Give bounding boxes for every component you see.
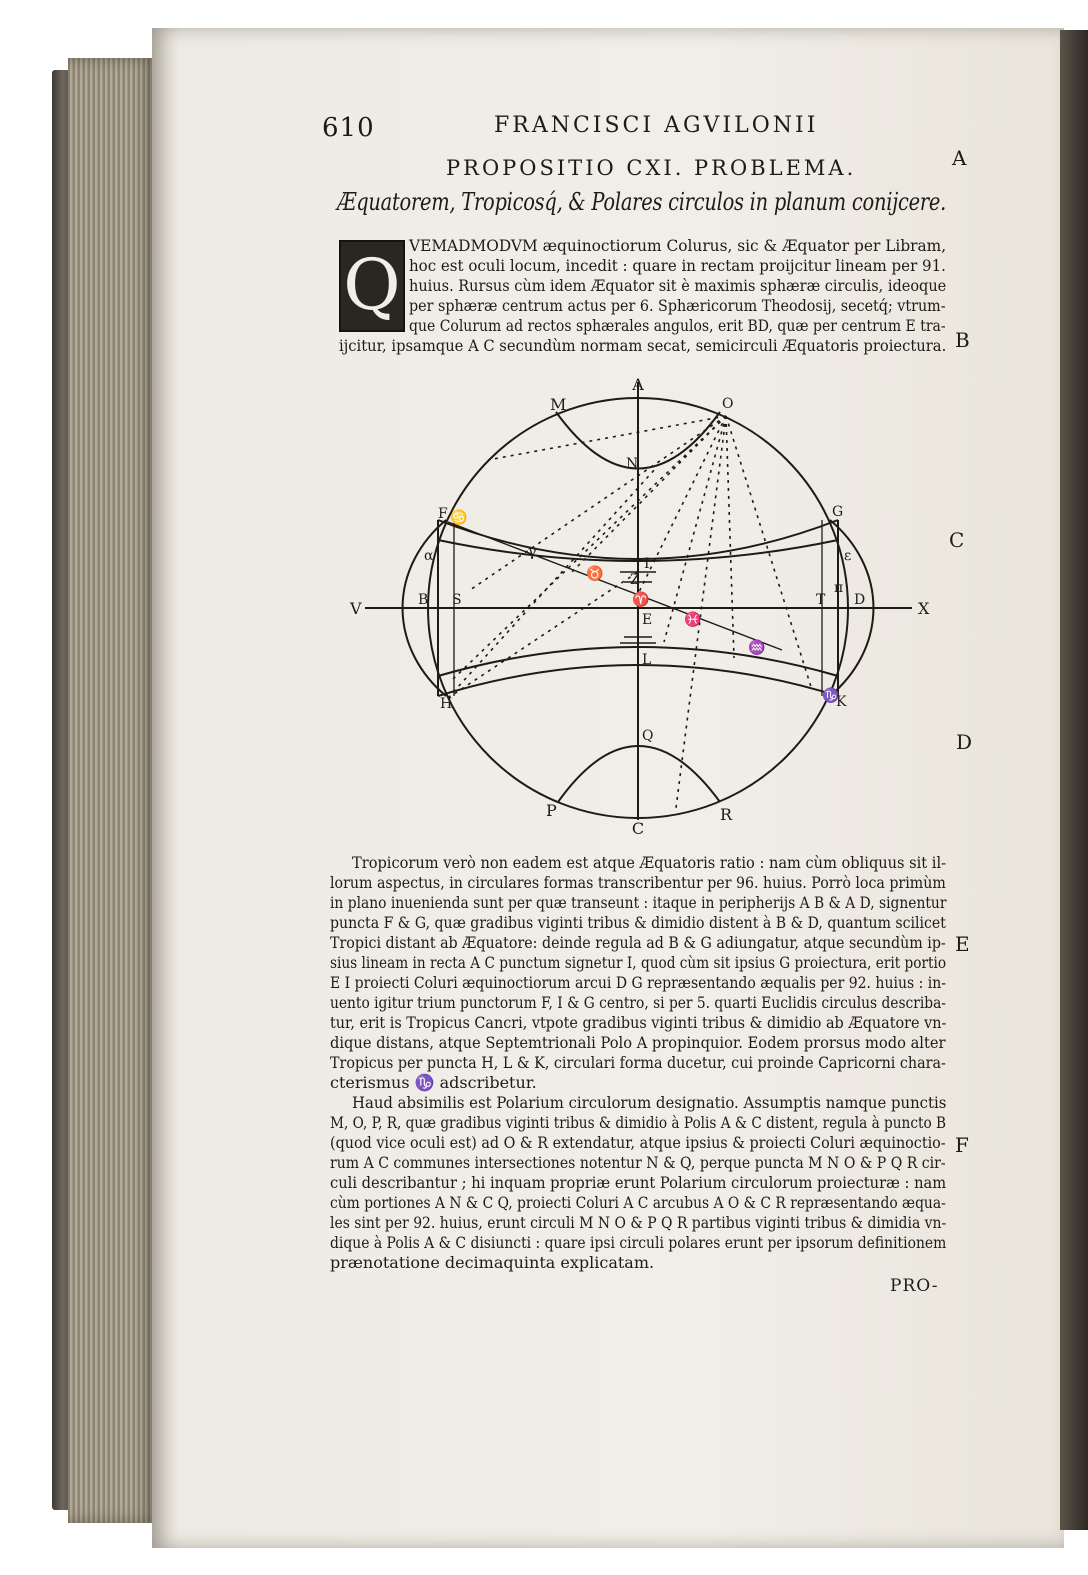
paragraph-3-line: les sint per 92. huius, erunt circuli M N O & P Q R partibus viginti tribus & dimidia vn- bbox=[330, 1213, 947, 1232]
label-cancer: ♋ bbox=[450, 510, 468, 526]
paragraph-1-line: hoc est oculi locum, incedit : quare in rectam proijcitur lineam per 91. bbox=[409, 256, 946, 275]
paragraph-2-line: tur, erit is Tropicus Cancri, vtpote gradibus viginti tribus & dimidio ab Æquatore vn- bbox=[330, 1013, 947, 1032]
label-b: B bbox=[418, 592, 429, 608]
label-aries: ♈ bbox=[632, 592, 650, 608]
paragraph-2-line: E I proiecti Coluri æquinoctiorum arcui D G repræsentando æqualis per 92. huius : in- bbox=[330, 973, 946, 992]
paragraph-1-line: VEMADMODVM æquinoctiorum Colurus, sic & Æquator per Libram, bbox=[409, 236, 947, 255]
label-c: C bbox=[631, 819, 645, 838]
paragraph-2-line: Tropicorum verò non eadem est atque Æquatoris ratio : nam cùm obliquus sit il- bbox=[352, 853, 947, 872]
label-capricorn: ♑ bbox=[822, 688, 840, 704]
label-taurus: ♉ bbox=[586, 566, 604, 582]
paragraph-1-line: per sphæræ centrum actus per 6. Sphæricorum Theodosij, secetq́; vtrum- bbox=[409, 296, 946, 315]
paragraph-3-line: cùm portiones A N & C Q, proiecti Coluri A C arcubus A O & C R repræsentando æqua- bbox=[330, 1193, 946, 1212]
label-t: T bbox=[816, 592, 826, 608]
label-alpha: α bbox=[424, 548, 434, 564]
paragraph-3-line: dique à Polis A & C disiuncti : quare ipsi circuli polares erunt per ipsorum definitionem bbox=[330, 1233, 947, 1252]
margin-letter-c: C bbox=[949, 528, 965, 552]
paragraph-2-line: in plano inuenienda sunt per quæ transeunt : itaque in peripherijs A B & A D, signentur bbox=[330, 893, 947, 912]
paragraph-1-line: huius. Rursus cùm idem Æquator sit è maximis sphæræ circulis, ideoque bbox=[409, 276, 947, 295]
paragraph-3-line: culi describantur ; hi inquam propriæ erunt Polarium circulorum proiecturæ : nam bbox=[330, 1173, 947, 1192]
facing-page-edge bbox=[1060, 30, 1088, 1530]
paragraph-2-line: Tropici distant ab Æquatore: deinde regula ad B & G adiungatur, atque secundùm ip- bbox=[330, 933, 946, 952]
paragraph-2-line: Tropicus per puncta H, L & K, circulari forma ducetur, cui proinde Capricorni chara- bbox=[330, 1053, 946, 1072]
label-z: Z bbox=[630, 572, 640, 588]
paragraph-3-line: Haud absimilis est Polarium circulorum designatio. Assumptis namque punctis bbox=[352, 1093, 947, 1112]
margin-letter-a: A bbox=[952, 146, 967, 170]
label-s: S bbox=[452, 592, 462, 608]
dotted-ray-3 bbox=[572, 416, 726, 572]
margin-letter-e: E bbox=[955, 932, 970, 956]
label-p: P bbox=[546, 801, 557, 820]
paragraph-1-line: ijcitur, ipsamque A C secundùm normam secat, semicirculi Æquatoris proiectura. bbox=[339, 336, 947, 355]
paragraph-2-line: cterismus ♑ adscribetur. bbox=[330, 1073, 537, 1092]
margin-letter-b: B bbox=[955, 328, 970, 352]
proposition-subtitle: Æquatorem, Tropicosq́, & Polares circulos in planum conijcere. bbox=[337, 188, 947, 216]
paragraph-3-line: rum A C communes intersectiones notentur N & Q, perque puncta M N O & P Q R cir- bbox=[330, 1153, 946, 1172]
paragraph-2-line: uento igitur trium punctorum F, I & G centro, si per 5. quarti Euclidis circulus describa- bbox=[330, 993, 946, 1012]
paragraph-2-line: dique distans, atque Septemtrionali Polo A propinquior. Eodem prorsus modo alter bbox=[330, 1033, 946, 1052]
decorated-initial-letter: Q bbox=[343, 244, 401, 326]
label-gamma: γ bbox=[528, 544, 537, 560]
label-h: H bbox=[440, 696, 453, 712]
page-number: 610 bbox=[322, 113, 375, 143]
page-edge-stack bbox=[68, 58, 158, 1523]
label-a: A bbox=[632, 375, 644, 394]
label-f: F bbox=[438, 506, 448, 522]
dotted-ray-7 bbox=[726, 416, 734, 658]
paragraph-3-line: M, O, P, R, quæ gradibus viginti tribus & dimidio à Polis A & C distent, regula à puncto B bbox=[330, 1113, 946, 1132]
dotted-ray-9 bbox=[488, 416, 726, 460]
paragraph-2-line: sius lineam in recta A C punctum signetur I, quod cùm sit ipsius G proiectura, erit portio bbox=[330, 953, 947, 972]
dotted-ray-10 bbox=[448, 572, 638, 698]
paragraph-3-line: (quod vice oculi est) ad O & R extendatur, atque ipsius & proiecti Coluri æquinoctio- bbox=[330, 1133, 946, 1152]
label-i: I bbox=[644, 556, 650, 572]
stereographic-projection-diagram bbox=[320, 360, 960, 840]
label-d: D bbox=[854, 592, 866, 608]
label-v: V bbox=[350, 599, 362, 618]
catchword: PRO- bbox=[890, 1276, 939, 1296]
label-epsilon: ε bbox=[844, 548, 852, 564]
label-m: M bbox=[550, 395, 567, 414]
label-l: L bbox=[642, 652, 652, 668]
label-o: O bbox=[722, 396, 734, 412]
label-n: N bbox=[626, 456, 639, 472]
label-aquarius: ♒ bbox=[748, 640, 766, 656]
label-pi: π bbox=[834, 580, 844, 596]
paragraph-3-line: prænotatione decimaquinta explicatam. bbox=[330, 1253, 655, 1272]
margin-letter-d: D bbox=[956, 730, 973, 754]
paragraph-1-line: que Colurum ad rectos sphærales angulos, erit BD, quæ per centrum E tra- bbox=[409, 316, 946, 335]
decorated-initial bbox=[339, 240, 405, 332]
running-head: FRANCISCI AGVILONII bbox=[494, 113, 819, 138]
label-x: X bbox=[918, 599, 930, 618]
dotted-ray-8 bbox=[726, 416, 812, 690]
label-q: Q bbox=[642, 728, 654, 744]
margin-letter-f: F bbox=[955, 1133, 969, 1157]
paragraph-2-line: puncta F & G, quæ gradibus viginti tribus & dimidio distent à B & D, quantum scilicet bbox=[330, 913, 946, 932]
proposition-title: PROPOSITIO CXI. PROBLEMA. bbox=[446, 156, 857, 180]
projection-svg bbox=[320, 360, 960, 840]
label-g: G bbox=[832, 504, 844, 520]
label-r: R bbox=[720, 805, 733, 824]
label-k: K bbox=[836, 694, 847, 710]
label-e: E bbox=[642, 612, 653, 628]
paragraph-2-line: lorum aspectus, in circulares formas transcribentur per 96. huius. Porrò loca primùm bbox=[330, 873, 946, 892]
label-pisces: ♓ bbox=[684, 612, 702, 628]
dotted-ray-4 bbox=[638, 416, 726, 594]
